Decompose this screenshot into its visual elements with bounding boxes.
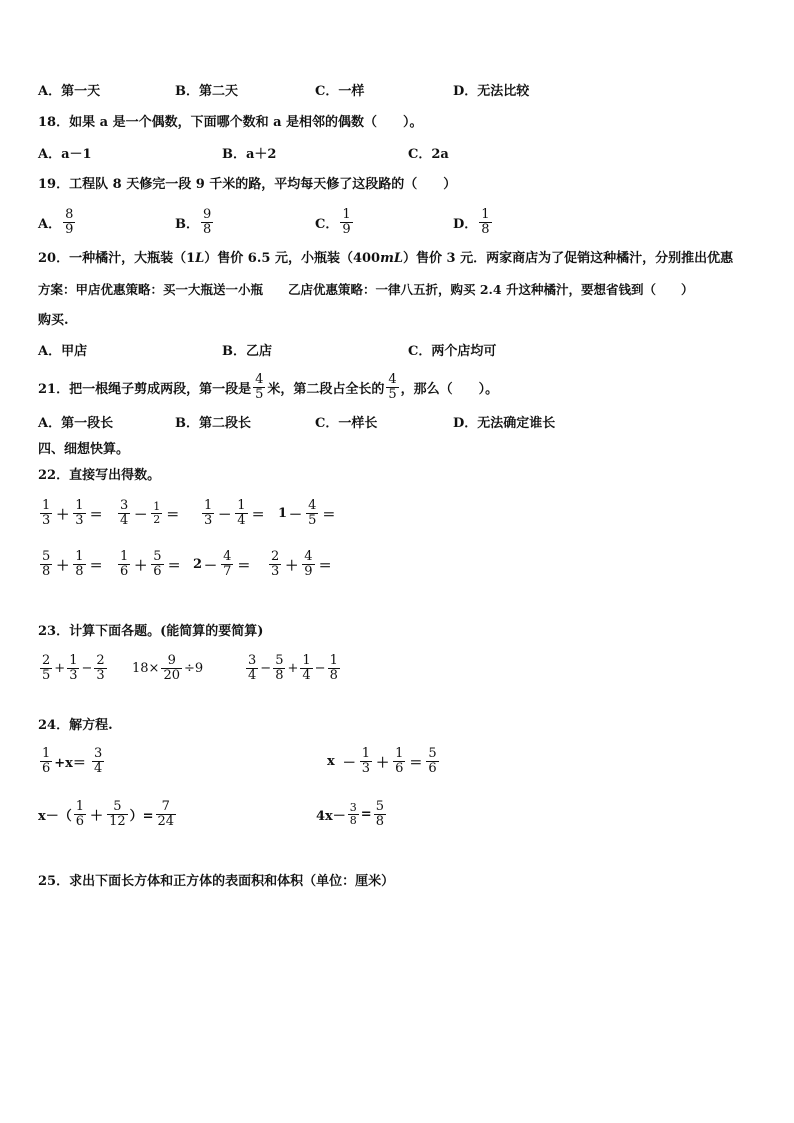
q24-equation-3: x－（ $\frac{1}{6}$ ＋ $\frac{5}{12}$ ）= $\frac{7}{24}$ [38,798,175,829]
q18-option-c: C．2a [408,147,449,162]
fraction: $\frac{1}{3}$ [204,497,213,528]
q19-stem: 19．工程队 8 天修完一段 9 千米的路，平均每天修了这段路的（ ） [38,177,457,192]
q20-line-1: 20．一种橘汁，大瓶装（1L）售价 6.5 元，小瓶装（400mL）售价 3 元．两家商店为了促销这种橘汁，分别推出优惠 [38,251,734,266]
fraction: $\frac{2}{3}$ [271,548,280,579]
q17-option-a: A．第一天 [38,84,101,99]
fraction: $\frac{1}{6}$ [395,745,404,776]
fraction: $\frac{5}{6}$ [428,745,437,776]
fraction: $\frac{5}{12}$ [109,798,126,829]
q24-equation-4: 4x－ $\frac{3}{8}$ = $\frac{5}{8}$ [316,798,384,829]
fraction: $\frac{3}{4}$ [248,652,257,683]
q17-option-d: D．无法比较 [453,84,530,99]
q17-option-c: C．一样 [315,84,365,99]
q20-option-c: C．两个店均可 [408,344,497,359]
fraction: $\frac{1}{6}$ [120,548,129,579]
q22-expr-4: 1 － $\frac{4}{5}$ ＝ [278,497,336,528]
fraction: $\frac{3}{4}$ [93,745,103,776]
fraction: $\frac{2}{3}$ [96,652,105,683]
q19-option-c-label: C． [315,216,339,232]
q19-option-b-label: B． [175,216,199,232]
q19-option-b [175,205,215,239]
q20-line-3: 购买. [38,313,69,328]
q19-option-d-label: D． [453,216,478,232]
q22-stem: 22．直接写出得数。 [38,468,161,483]
q23-expr-2: 18× $\frac{9}{20}$ ÷9 [132,652,204,683]
fraction: $\frac{1}{3}$ [75,497,84,528]
fraction: $\frac{2}{5}$ [42,652,51,683]
fraction: $\frac{5}{6}$ [153,548,162,579]
fraction: $\frac{3}{8}$ [349,800,357,827]
section-heading: 四、细想快算。 [38,442,130,457]
q25-stem: 25．求出下面长方体和正方体的表面积和体积（单位：厘米） [38,874,395,889]
q22-expr-1: $\frac{1}{3}$ ＋ $\frac{1}{3}$ ＝ [42,497,103,528]
q21-option-b: B．第二段长 [175,416,251,431]
q20-option-a: A．甲店 [38,344,88,359]
fraction: $\frac{1}{6}$ [75,798,85,829]
q21-fraction-1: $\frac{4}{5}$ [255,371,264,402]
fraction: $\frac{9}{20}$ [163,652,180,683]
q22-expr-6: $\frac{1}{6}$ ＋ $\frac{5}{6}$ ＝ [120,548,181,579]
q18-option-b: B．a＋2 [222,147,277,162]
q24-stem: 24．解方程. [38,718,113,733]
q22-expr-8: $\frac{2}{3}$ ＋ $\frac{4}{9}$ ＝ [271,548,332,579]
q23-stem: 23．计算下面各题。(能简算的要简算) [38,624,264,639]
fraction: $\frac{5}{8}$ [375,798,384,829]
q19-option-a-label: A． [38,216,62,232]
fraction: $\frac{5}{8}$ [275,652,284,683]
q21-stem: 21．把一根绳子剪成两段，第一段是 $\frac{4}{5}$ 米，第二段占全长的 $\frac{4}{5}$ ，那么（ ）。 [38,371,499,402]
q23-expr-3: $\frac{3}{4}$ − $\frac{5}{8}$ + $\frac{1}{4}$ − $\frac{1}{8}$ [248,652,338,683]
fraction: $\frac{4}{7}$ [223,548,232,579]
q19-option-a-fraction: $\frac{8}{9}$ [65,206,74,237]
q19-option-c [315,205,355,239]
q22-expr-2: $\frac{3}{4}$ － $\frac{1}{2}$ ＝ [120,497,180,528]
q19-option-d [453,205,494,239]
fraction: $\frac{1}{4}$ [237,497,246,528]
q22-expr-7: 2 － $\frac{4}{7}$ ＝ [193,548,251,579]
q18-option-a: A．a－1 [38,147,92,162]
q19-option-b-fraction: $\frac{9}{8}$ [203,206,212,237]
fraction: $\frac{4}{5}$ [308,497,317,528]
fraction: $\frac{1}{6}$ [42,745,51,776]
q24-equation-2: x － $\frac{1}{3}$ ＋ $\frac{1}{6}$ ＝ $\frac{5}{6}$ [327,745,437,776]
q20-option-b: B．乙店 [222,344,272,359]
q21-fraction-2: $\frac{4}{5}$ [388,371,397,402]
fraction: $\frac{1}{8}$ [329,652,338,683]
q21-option-d: D．无法确定谁长 [453,416,556,431]
fraction: $\frac{1}{2}$ [153,499,161,526]
q19-option-c-fraction: $\frac{1}{9}$ [342,206,351,237]
q18-stem: 18．如果 a 是一个偶数，下面哪个数和 a 是相邻的偶数（ ）。 [38,115,423,130]
q17-option-b: B．第二天 [175,84,238,99]
fraction: $\frac{1}{3}$ [361,745,371,776]
fraction: $\frac{5}{8}$ [42,548,51,579]
fraction: $\frac{7}{24}$ [157,798,175,829]
fraction: $\frac{4}{9}$ [304,548,313,579]
q19-option-a [38,205,77,239]
q23-expr-1: $\frac{2}{5}$ + $\frac{1}{3}$ − $\frac{2}{3}$ [42,652,105,683]
q21-option-c: C．一样长 [315,416,378,431]
fraction: $\frac{3}{4}$ [120,497,129,528]
fraction: $\frac{1}{3}$ [42,497,51,528]
fraction: $\frac{1}{8}$ [75,548,84,579]
q21-option-a: A．第一段长 [38,416,114,431]
q24-equation-1: $\frac{1}{6}$ +x＝ $\frac{3}{4}$ [42,745,103,776]
q19-option-d-fraction: $\frac{1}{8}$ [481,206,490,237]
fraction: $\frac{1}{3}$ [69,652,78,683]
q22-expr-3: $\frac{1}{3}$ － $\frac{1}{4}$ ＝ [204,497,265,528]
q22-expr-5: $\frac{5}{8}$ ＋ $\frac{1}{8}$ ＝ [42,548,103,579]
q20-line-2: 方案：甲店优惠策略：买一大瓶送一小瓶 乙店优惠策略：一律八五折，购买 2.4 升这种橘汁，要想省钱到（ ） [38,282,694,297]
fraction: $\frac{1}{4}$ [302,652,311,683]
